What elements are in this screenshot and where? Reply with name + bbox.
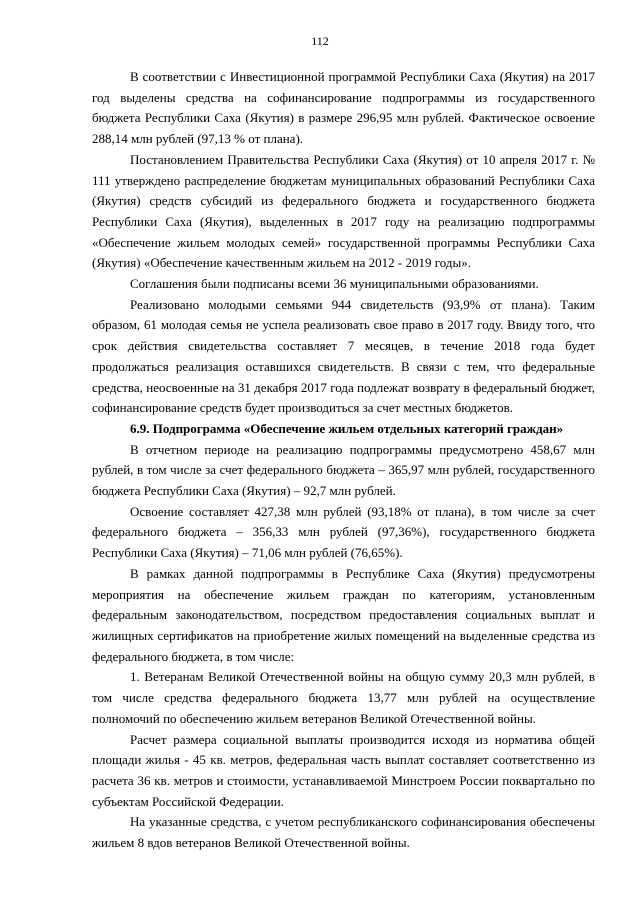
paragraph-widows-housed: На указанные средства, с учетом республиканского софинансирования обеспечены жильем 8 вдов ветеранов Великой Отечественной войны. — [92, 814, 595, 851]
paragraph-funding-planned: В отчетном периоде на реализацию подпрограммы предусмотрено 458,67 млн рублей, в том числе за счет федерального бюджета – 365,97 млн рублей, государственного бюджета Республики Саха (Якутия) – 92,7 млн рублей. — [92, 441, 595, 499]
paragraph-funding-spent: Освоение составляет 427,38 млн рублей (93,18% от плана), в том числе за счет федерального бюджета – 356,33 млн рублей (97,36%), государственного бюджета Республики Саха (Якутия) – 71,06 млн рублей (76,65%). — [92, 503, 595, 561]
paragraph-payment-calculation: Расчет размера социальной выплаты производится исходя из норматива общей площади жилья - 45 кв. метров, федеральная часть выплат составляет соответственно из расчета 36 кв. метров и стоимости, устанавливаемой Минстроем России поквартально по субъектам Российской Федерации. — [92, 731, 595, 809]
paragraph-investment-program: В соответствии с Инвестиционной программой Республики Саха (Якутия) на 2017 год выделены средства на софинансирование подпрограммы из государственного бюджета Республики Саха (Якутия) в размере 296,95 млн рублей. Фактическое освоение 288,14 млн рублей (97,13 % от плана). — [92, 69, 595, 147]
paragraph-measures: В рамках данной подпрограммы в Республике Саха (Якутия) предусмотрены мероприятия на обеспечение жильем граждан по категориям, установленным федеральным законодательством, посредством предоставления социальных выплат и жилищных сертификатов на приобретение жилых помещений на выделенные средства из федерального бюджета, в том числе: — [92, 565, 595, 664]
paragraph-government-decree: Постановлением Правительства Республики Саха (Якутия) от 10 апреля 2017 г. № 111 утверждено распределение бюджетам муниципальных образований Республики Саха (Якутия) средств субсидий из федерального бюджета и государственного бюджета Республики Саха (Якутия), выделенных в 2017 году на реализацию подпрограммы «Обеспечение жильем молодых семей» государственной программы Республики Саха (Якутия) «Обеспечение качественным жильем на 2012 - 2019 годы». — [92, 151, 595, 271]
section-heading: 6.9. Подпрограмма «Обеспечение жильем отдельных категорий граждан» — [130, 420, 564, 436]
document-body — [92, 67, 595, 854]
paragraph-certificates-realized: Реализовано молодыми семьями 944 свидетельств (93,9% от плана). Таким образом, 61 молодая семья не успела реализовать свое право в 2017 году. Ввиду того, что срок действия свидетельства составляет 7 месяцев, в течение 2018 года будет продолжаться реализация оставшихся свидетельств. В связи с тем, что федеральные средства, неосвоенные на 31 декабря 2017 года подлежат возврату в федеральный бюджет, софинансирование средств будет производиться за счет местных бюджетов. — [92, 296, 595, 416]
paragraph-veterans: 1. Ветеранам Великой Отечественной войны на общую сумму 20,3 млн рублей, в том числе средства федерального бюджета 13,77 млн рублей на осуществление полномочий по обеспечению жильем ветеранов Великой Отечественной войны. — [92, 669, 595, 726]
page-number: 112 — [311, 34, 329, 48]
paragraph-agreements: Соглашения были подписаны всеми 36 муниципальными образованиями. — [130, 276, 539, 292]
